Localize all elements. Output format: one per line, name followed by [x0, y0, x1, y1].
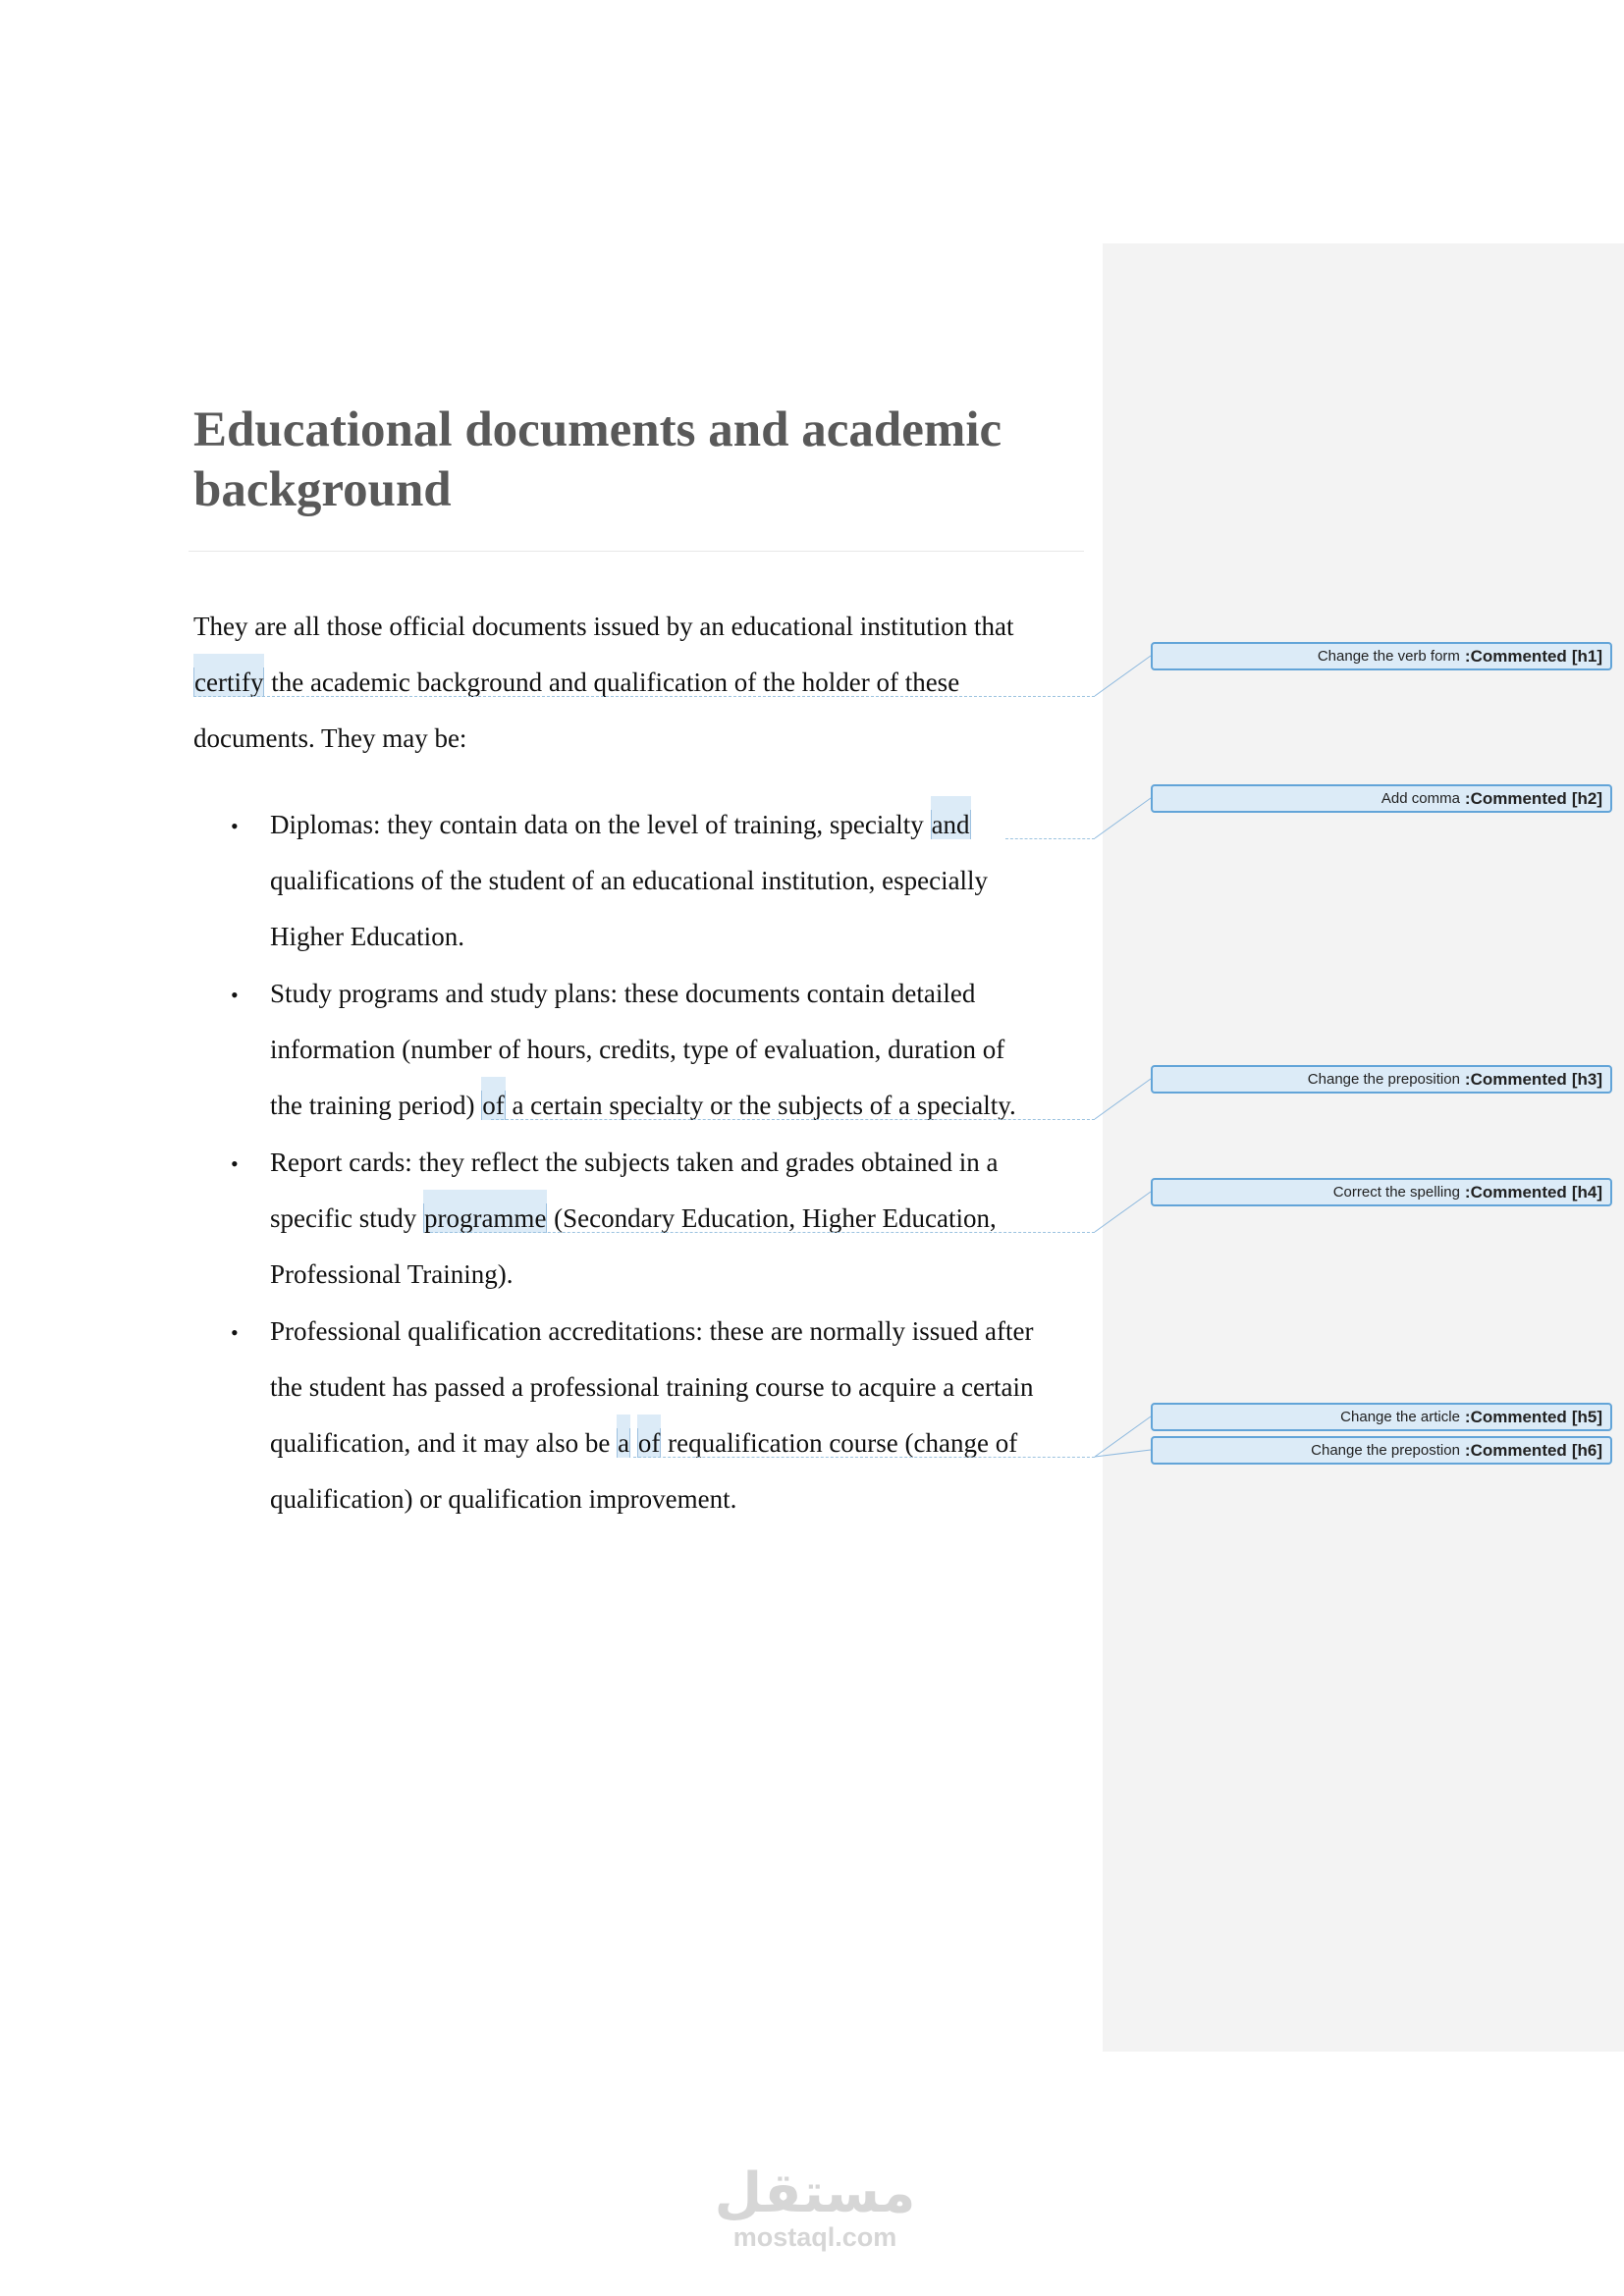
comment-anchor-h1[interactable]: certify — [194, 667, 264, 697]
comment-h5[interactable] — [1151, 1403, 1612, 1431]
connector-h4 — [1095, 1192, 1151, 1232]
bullet-4-line-4: qualification) or qualification improvement. — [270, 1484, 737, 1514]
mostaql-watermark — [707, 2160, 923, 2252]
bullet-3-text-pre: specific study — [270, 1203, 423, 1233]
comment-h3-text: Change the preposition — [1307, 1071, 1460, 1088]
comment-h3-id: [h3] — [1571, 1069, 1602, 1089]
comment-h1-label: :Commented — [1464, 646, 1567, 666]
comment-anchor-h5[interactable]: a — [618, 1428, 630, 1458]
intro-line-3: documents. They may be: — [193, 723, 467, 753]
comment-anchor-h4[interactable]: programme — [423, 1203, 547, 1233]
bullet-4-line-1: Professional qualification accreditations: these are normally issued after — [270, 1316, 1034, 1346]
bullet-2-line-2: information (number of hours, credits, type of evaluation, duration of — [270, 1035, 1005, 1064]
comment-h6-label: :Commented — [1464, 1440, 1567, 1460]
comment-anchor-h6[interactable]: of — [637, 1428, 661, 1458]
comment-h2-text: Add comma — [1380, 790, 1460, 807]
comment-h6-text: Change the prepostion — [1311, 1442, 1460, 1459]
bullet-2-marker: • — [231, 983, 239, 1007]
intro-line-1: They are all those official documents issued by an educational institution that — [193, 612, 1014, 641]
bullet-4-marker: • — [231, 1320, 239, 1345]
bullet-1-text: Diplomas: they contain data on the level of training, specialty — [270, 810, 931, 839]
comment-h3-label: :Commented — [1464, 1069, 1567, 1089]
bullet-2-line-1: Study programs and study plans: these documents contain detailed — [270, 979, 976, 1008]
comment-h3[interactable] — [1151, 1065, 1612, 1094]
comment-h6-id: [h6] — [1571, 1440, 1602, 1460]
comment-h4[interactable] — [1151, 1178, 1612, 1206]
bullet-3-marker: • — [231, 1151, 239, 1176]
comment-h1-text: Change the verb form — [1317, 648, 1460, 665]
connector-h2 — [1095, 798, 1151, 838]
bullet-1-marker: • — [231, 814, 239, 838]
comment-anchor-h3[interactable]: of — [482, 1091, 505, 1120]
bullet-3-text-post: (Secondary Education, Higher Education, — [547, 1203, 997, 1233]
bullet-4-line-2: the student has passed a professional training course to acquire a certain — [270, 1372, 1034, 1402]
comment-h5-text: Change the article — [1340, 1409, 1460, 1425]
comment-h4-label: :Commented — [1464, 1182, 1567, 1201]
comment-h5-id: [h5] — [1571, 1407, 1602, 1426]
bullet-3-line-3: Professional Training). — [270, 1259, 514, 1289]
comment-h6[interactable] — [1151, 1436, 1612, 1465]
bullet-3-line-1: Report cards: they reflect the subjects taken and grades obtained in a — [270, 1148, 999, 1177]
bullet-4-text-pre: qualification, and it may also be — [270, 1428, 618, 1458]
bullet-4-text-post: requalification course (change of — [661, 1428, 1018, 1458]
bullet-2-text-pre: the training period) — [270, 1091, 482, 1120]
comment-h4-id: [h4] — [1571, 1182, 1602, 1201]
comment-h4-text: Correct the spelling — [1332, 1184, 1460, 1201]
comment-h2-label: :Commented — [1464, 788, 1567, 808]
connector-h1 — [1095, 656, 1151, 696]
watermark-latin: mostaql.com — [732, 2222, 897, 2252]
bullet-2-text-post: a certain specialty or the subjects of a specialty. — [505, 1091, 1016, 1120]
bullet-1-line-2: qualifications of the student of an educational institution, especially — [270, 866, 989, 895]
comment-h2[interactable] — [1151, 784, 1612, 813]
title-line-2: background — [193, 462, 452, 517]
comment-anchor-h2[interactable]: and — [931, 810, 970, 839]
comment-h2-id: [h2] — [1571, 788, 1602, 808]
bullet-1-line-3: Higher Education. — [270, 922, 464, 951]
comment-h5-label: :Commented — [1464, 1407, 1567, 1426]
watermark-arabic: مستقل — [714, 2162, 916, 2225]
comment-h1-id: [h1] — [1571, 646, 1602, 666]
intro-line-2-text: the academic background and qualification of the holder of these — [264, 667, 960, 697]
comment-h1[interactable] — [1151, 642, 1612, 670]
title-line-1: Educational documents and academic — [193, 402, 1002, 457]
connector-h3 — [1095, 1079, 1151, 1119]
